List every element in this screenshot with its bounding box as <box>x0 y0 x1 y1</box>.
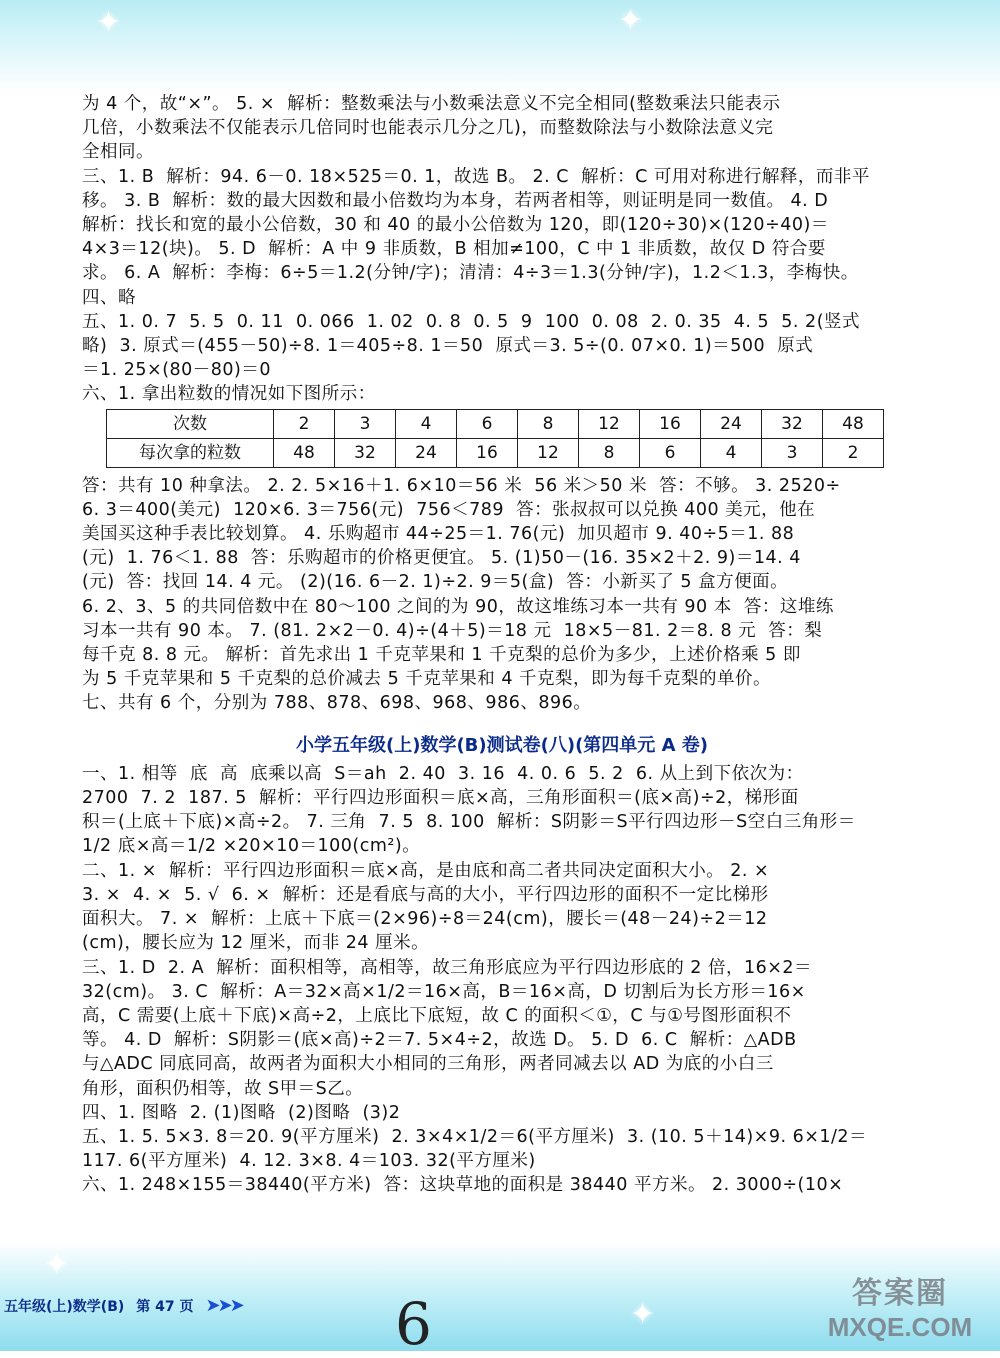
answer-line: 五、1. 0. 7 5. 5 0. 11 0. 066 1. 02 0. 8 0. 5 9 100 0. 08 2. 0. 35 4. 5 5. 2(竖式 <box>82 311 861 332</box>
answer-line: 三、1. B 解析：94. 6－0. 18×525＝0. 1，故选 B。 2. C 解析：C 可用对称进行解释，而非平 <box>82 166 870 187</box>
answer-block-part1 <box>82 92 922 407</box>
answer-line: 习本一共有 90 本。 7. (81. 2×2－0. 4)÷(4＋5)＝18 元 18×5－81. 2＝8. 8 元 答：梨 <box>82 620 823 641</box>
table-cell: 3 <box>335 409 396 438</box>
page-number: 第 47 页 <box>136 1298 194 1315</box>
answer-content <box>82 92 922 1198</box>
table-cell: 32 <box>762 409 823 438</box>
table-cell: 8 <box>518 409 579 438</box>
table-cell: 12 <box>518 438 579 467</box>
answer-line: 六、1. 拿出粒数的情况如下图所示： <box>82 384 376 405</box>
answer-line: 二、1. × 解析：平行四边形面积＝底×高，是由底和高二者共同决定面积大小。 2. × <box>82 860 770 881</box>
answer-line: 移。 3. B 解析：数的最大因数和最小倍数均为本身，若两者相等，则证明是同一数值。 4. D <box>82 190 829 211</box>
answer-line: 6. 2、3、5 的共同倍数中在 80～100 之间的为 90，故这堆练习本一共有 90 本 答：这堆练 <box>82 596 834 617</box>
answer-line: 等。 4. D 解析：S阴影＝(底×高)÷2＝7. 5×4÷2，故选 D。 5. D 6. C 解析：△ADB <box>82 1030 797 1051</box>
table-header-cell: 次数 <box>107 409 274 438</box>
top-decorative-band <box>0 0 1000 92</box>
table-cell: 8 <box>579 438 640 467</box>
answer-line: 117. 6(平方厘米) 4. 12. 3×8. 4＝103. 32(平方厘米) <box>82 1151 536 1172</box>
answer-line: 为 4 个，故“×”。 5. × 解析：整数乘法与小数乘法意义不完全相同(整数乘法只能表示 <box>82 94 781 114</box>
answer-line: 几倍，小数乘法不仅能表示几倍同时也能表示几分之几)，而整数除法与小数除法意义完 <box>82 118 774 139</box>
answer-line: 五、1. 5. 5×3. 8＝20. 9(平方厘米) 2. 3×4×1/2＝6(平方厘米) 3. (10. 5＋14)×9. 6×1/2＝ <box>82 1126 868 1147</box>
table-cell: 6 <box>457 409 518 438</box>
answer-line: 略) 3. 原式＝(455－50)÷8. 1＝405÷8. 1＝50 原式＝3. 5÷(0. 07×0. 1)＝500 原式 <box>82 336 814 357</box>
answer-line: 高，C 需要(上底＋下底)×高÷2，上底比下底短，故 C 的面积＜①，C 与①号图形面积不 <box>82 1005 792 1026</box>
grain-count-table <box>106 409 884 468</box>
answer-line: ＝1. 25×(80－80)＝0 <box>82 360 272 381</box>
arrow-icon: ➤➤➤ <box>205 1295 242 1316</box>
page-footer <box>4 1295 242 1316</box>
handwritten-mark: 6 <box>395 1290 432 1358</box>
sparkle-icon: ✦ <box>96 5 122 40</box>
table-cell: 2 <box>274 409 335 438</box>
answer-line: 4×3＝12(块)。 5. D 解析：A 中 9 非质数，B 相加≠100，C 中 1 非质数，故仅 D 符合要 <box>82 239 826 260</box>
table-cell: 4 <box>701 438 762 467</box>
table-cell: 3 <box>762 438 823 467</box>
answer-line: (cm)，腰长应为 12 厘米，而非 24 厘米。 <box>82 933 430 954</box>
table-cell: 6 <box>640 438 701 467</box>
section-title: 小学五年级(上)数学(B)测试卷(八)(第四单元 A 卷) <box>296 734 708 756</box>
answer-line: 七、共有 6 个，分别为 788、878、698、968、986、896。 <box>82 693 592 714</box>
sparkle-icon: ✦ <box>618 3 644 38</box>
answer-line: 答：共有 10 种拿法。 2. 2. 5×16＋1. 6×10＝56 米 56 米＞50 米 答：不够。 3. 2520÷ <box>82 475 841 496</box>
table-header-cell: 每次拿的粒数 <box>107 438 274 467</box>
answer-line: 积＝(上底＋下底)×高÷2。 7. 三角 7. 5 8. 100 解析：S阴影＝S平行四边形－S空白三角形＝ <box>82 812 856 833</box>
table-cell: 4 <box>396 409 457 438</box>
answer-line: 32(cm)。 3. C 解析：A＝32×高×1/2＝16×高，B＝16×高，D 切割后为长方形＝16× <box>82 981 806 1002</box>
table-cell: 2 <box>823 438 884 467</box>
sparkle-icon: ✦ <box>44 1247 70 1282</box>
answer-line: 与△ADC 同底同高，故两者为面积大小相同的三角形，两者同减去以 AD 为底的小白三 <box>82 1054 774 1075</box>
answer-line: (元) 1. 76＜1. 88 答：乐购超市的价格更便宜。 5. (1)50－(16. 35×2＋2. 9)＝14. 4 <box>82 548 801 569</box>
table-row <box>107 409 884 438</box>
answer-line: 面积大。 7. × 解析：上底＋下底＝(2×96)÷8＝24(cm)，腰长＝(48－24)÷2＝12 <box>82 909 768 930</box>
answer-line: 3. × 4. × 5. √ 6. × 解析：还是看底与高的大小，平行四边形的面积不一定比梯形 <box>82 884 769 905</box>
table-cell: 16 <box>457 438 518 467</box>
answer-block-part2 <box>82 474 922 716</box>
answer-line: 1/2 底×高＝1/2 ×20×10＝100(cm²)。 <box>82 836 421 857</box>
answer-line: 美国买这种手表比较划算。 4. 乐购超市 44÷25＝1. 76(元) 加贝超市 9. 40÷5＝1. 88 <box>82 524 795 545</box>
answer-line: 解析：找长和宽的最小公倍数，30 和 40 的最小公倍数为 120，即(120÷30)×(120÷40)＝ <box>82 215 829 236</box>
table-row <box>107 438 884 467</box>
sparkle-icon: ✦ <box>630 1297 656 1332</box>
answer-line: 六、1. 248×155＝38440(平方米) 答：这块草地的面积是 38440 平方米。 2. 3000÷(10× <box>82 1175 844 1196</box>
answer-line: 2700 7. 2 187. 5 解析：平行四边形面积＝底×高，三角形面积＝(底×高)÷2，梯形面 <box>82 788 799 809</box>
answer-line: 三、1. D 2. A 解析：面积相等，高相等，故三角形底应为平行四边形底的 2 倍，16×2＝ <box>82 957 813 978</box>
answer-line: 求。 6. A 解析：李梅：6÷5＝1.2(分钟/字)；清清：4÷3＝1.3(分钟/字)，1.2＜1.3，李梅快。 <box>82 263 859 284</box>
table-cell: 16 <box>640 409 701 438</box>
table-cell: 24 <box>701 409 762 438</box>
answer-block-part3 <box>82 762 922 1198</box>
watermark-text: 答案圈 <box>852 1276 948 1311</box>
answer-line: 四、1. 图略 2. (1)图略 (2)图略 (3)2 <box>82 1102 401 1123</box>
answer-line: 为 5 千克苹果和 5 千克梨的总价减去 5 千克苹果和 4 千克梨，即为每千克梨的单价。 <box>82 669 772 690</box>
table-cell: 48 <box>274 438 335 467</box>
answer-line: 一、1. 相等 底 高 底乘以高 S＝ah 2. 40 3. 16 4. 0. 6 5. 2 6. 从上到下依次为： <box>82 763 804 784</box>
answer-line: 角形，面积仍相等，故 S甲＝S乙。 <box>82 1078 364 1099</box>
table-cell: 32 <box>335 438 396 467</box>
watermark-logo <box>800 1268 1000 1343</box>
book-label: 五年级(上)数学(B) <box>4 1298 125 1315</box>
watermark-url: MXQE.COM <box>827 1312 973 1342</box>
answer-line: 全相同。 <box>82 142 154 163</box>
answer-line: 每千克 8. 8 元。 解析：首先求出 1 千克苹果和 1 千克梨的总价为多少，上述价格乘 5 即 <box>82 645 801 666</box>
table-cell: 24 <box>396 438 457 467</box>
answer-line: 6. 3＝400(美元) 120×6. 3＝756(元) 756＜789 答：张叔叔可以兑换 400 美元，他在 <box>82 499 816 520</box>
table-cell: 48 <box>823 409 884 438</box>
answer-line: (元) 答：找回 14. 4 元。 (2)(16. 6－2. 1)÷2. 9＝5(盒) 答：小新买了 5 盒方便面。 <box>82 572 789 593</box>
answer-line: 四、略 <box>82 287 136 308</box>
table-cell: 12 <box>579 409 640 438</box>
